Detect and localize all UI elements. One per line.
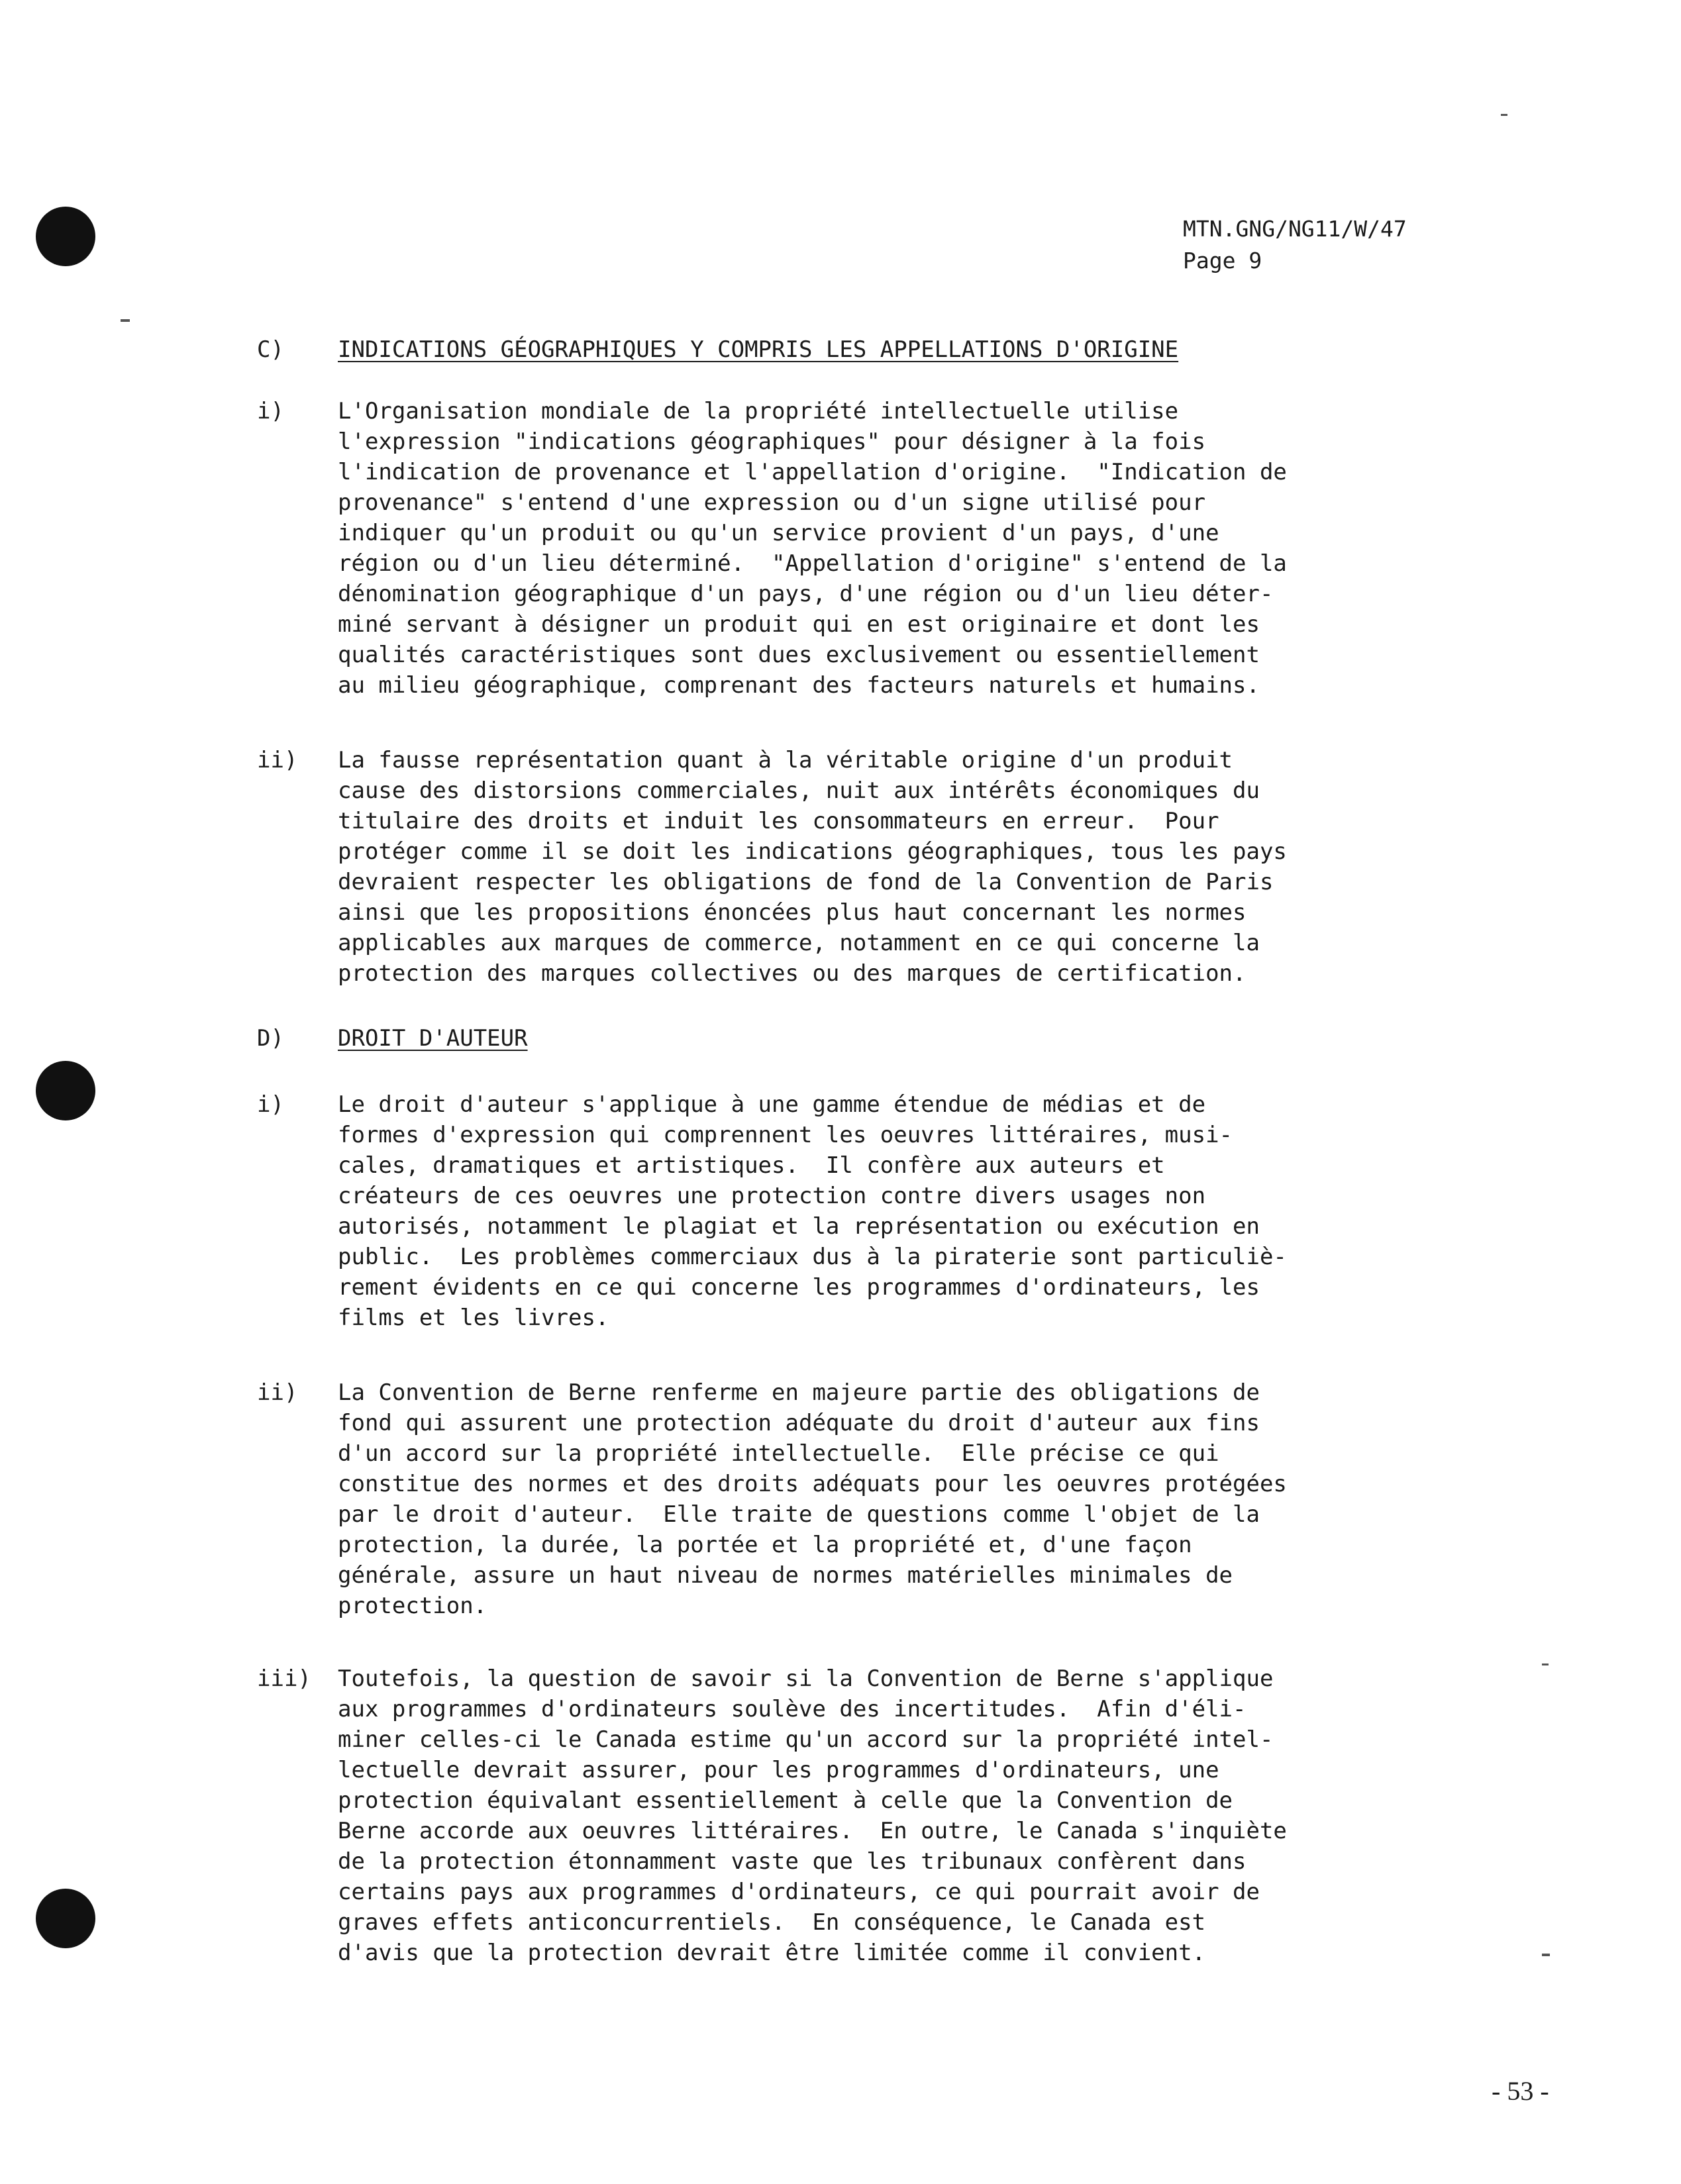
- paragraph-line: certains pays aux programmes d'ordinateurs, ce qui pourrait avoir de: [338, 1879, 1260, 1905]
- paragraph-line: protection.: [338, 1593, 487, 1619]
- paragraph-line: films et les livres.: [338, 1305, 609, 1331]
- section-d-para-3-marker: iii): [257, 1665, 311, 1692]
- scan-speck: [121, 319, 130, 322]
- paragraph-line: l'indication de provenance et l'appellation d'origine. "Indication de: [338, 459, 1287, 485]
- paragraph-line: cales, dramatiques et artistiques. Il confère aux auteurs et: [338, 1152, 1165, 1179]
- paragraph-line: d'avis que la protection devrait être limitée comme il convient.: [338, 1940, 1206, 1966]
- page-number: - 53 -: [1492, 2076, 1549, 2106]
- paragraph-line: d'un accord sur la propriété intellectuelle. Elle précise ce qui: [338, 1440, 1219, 1467]
- section-c-marker: C): [257, 336, 284, 363]
- document-header: [1183, 213, 1407, 277]
- paragraph-line: au milieu géographique, comprenant des facteurs naturels et humains.: [338, 672, 1260, 699]
- paragraph-line: protection équivalant essentiellement à celle que la Convention de: [338, 1787, 1233, 1814]
- paragraph-line: de la protection étonnamment vaste que les tribunaux confèrent dans: [338, 1848, 1247, 1875]
- paragraph-line: La Convention de Berne renferme en majeure partie des obligations de: [338, 1379, 1260, 1406]
- paragraph-line: qualités caractéristiques sont dues exclusivement ou essentiellement: [338, 642, 1260, 668]
- paragraph-line: autorisés, notamment le plagiat et la représentation ou exécution en: [338, 1213, 1260, 1240]
- paragraph-line: cause des distorsions commerciales, nuit aux intérêts économiques du: [338, 777, 1260, 804]
- binder-hole-3: [36, 1889, 95, 1948]
- paragraph-line: applicables aux marques de commerce, notamment en ce qui concerne la: [338, 930, 1260, 956]
- paragraph-line: L'Organisation mondiale de la propriété intellectuelle utilise: [338, 398, 1179, 424]
- paragraph-line: Berne accorde aux oeuvres littéraires. En outre, le Canada s'inquiète: [338, 1818, 1287, 1844]
- paragraph-line: lectuelle devrait assurer, pour les programmes d'ordinateurs, une: [338, 1757, 1219, 1783]
- page-label: Page 9: [1183, 248, 1262, 273]
- paragraph-line: protection des marques collectives ou des marques de certification.: [338, 960, 1247, 987]
- paragraph-line: générale, assure un haut niveau de normes matérielles minimales de: [338, 1562, 1233, 1589]
- binder-hole-1: [36, 207, 95, 266]
- section-c-para-1-marker: i): [257, 398, 284, 424]
- paragraph-line: public. Les problèmes commerciaux dus à la piraterie sont particuliè-: [338, 1244, 1287, 1270]
- paragraph-line: formes d'expression qui comprennent les oeuvres littéraires, musi-: [338, 1122, 1233, 1148]
- paragraph-line: Toutefois, la question de savoir si la Convention de Berne s'applique: [338, 1665, 1274, 1692]
- paragraph-line: par le droit d'auteur. Elle traite de questions comme l'objet de la: [338, 1501, 1260, 1528]
- section-d-para-2-marker: ii): [257, 1379, 298, 1406]
- paragraph-line: graves effets anticoncurrentiels. En conséquence, le Canada est: [338, 1909, 1206, 1936]
- paragraph-line: aux programmes d'ordinateurs soulève des incertitudes. Afin d'éli-: [338, 1696, 1247, 1722]
- paragraph-line: dénomination géographique d'un pays, d'une région ou d'un lieu déter-: [338, 581, 1274, 607]
- paragraph-line: indiquer qu'un produit ou qu'un service provient d'un pays, d'une: [338, 520, 1219, 546]
- paragraph-line: La fausse représentation quant à la véritable origine d'un produit: [338, 747, 1233, 773]
- paragraph-line: protection, la durée, la portée et la propriété et, d'une façon: [338, 1532, 1192, 1558]
- paragraph-line: créateurs de ces oeuvres une protection contre divers usages non: [338, 1183, 1206, 1209]
- paragraph-line: provenance" s'entend d'une expression ou d'un signe utilisé pour: [338, 489, 1206, 516]
- section-d-title: DROIT D'AUTEUR: [338, 1025, 528, 1052]
- paragraph-line: ainsi que les propositions énoncées plus haut concernant les normes: [338, 899, 1247, 926]
- scan-speck: [1542, 1663, 1549, 1665]
- paragraph-line: devraient respecter les obligations de fond de la Convention de Paris: [338, 869, 1274, 895]
- section-d-marker: D): [257, 1025, 284, 1052]
- paragraph-line: protéger comme il se doit les indications géographiques, tous les pays: [338, 838, 1287, 865]
- paragraph-line: région ou d'un lieu déterminé. "Appellation d'origine" s'entend de la: [338, 550, 1287, 577]
- scan-speck: [1542, 1954, 1550, 1956]
- paragraph-line: miné servant à désigner un produit qui en est originaire et dont les: [338, 611, 1260, 638]
- section-d-para-1-marker: i): [257, 1091, 284, 1118]
- paragraph-line: titulaire des droits et induit les consommateurs en erreur. Pour: [338, 808, 1219, 834]
- paragraph-line: miner celles-ci le Canada estime qu'un accord sur la propriété intel-: [338, 1726, 1274, 1753]
- paragraph-line: fond qui assurent une protection adéquate du droit d'auteur aux fins: [338, 1410, 1260, 1436]
- paragraph-line: rement évidents en ce qui concerne les programmes d'ordinateurs, les: [338, 1274, 1260, 1301]
- section-c-para-2-marker: ii): [257, 747, 298, 773]
- document-symbol: MTN.GNG/NG11/W/47: [1183, 216, 1407, 242]
- scan-speck: [1501, 114, 1507, 116]
- section-c-title: INDICATIONS GÉOGRAPHIQUES Y COMPRIS LES APPELLATIONS D'ORIGINE: [338, 336, 1179, 363]
- binder-hole-2: [36, 1061, 95, 1120]
- paragraph-line: constitue des normes et des droits adéquats pour les oeuvres protégées: [338, 1471, 1287, 1497]
- paragraph-line: l'expression "indications géographiques" pour désigner à la fois: [338, 428, 1206, 455]
- paragraph-line: Le droit d'auteur s'applique à une gamme étendue de médias et de: [338, 1091, 1206, 1118]
